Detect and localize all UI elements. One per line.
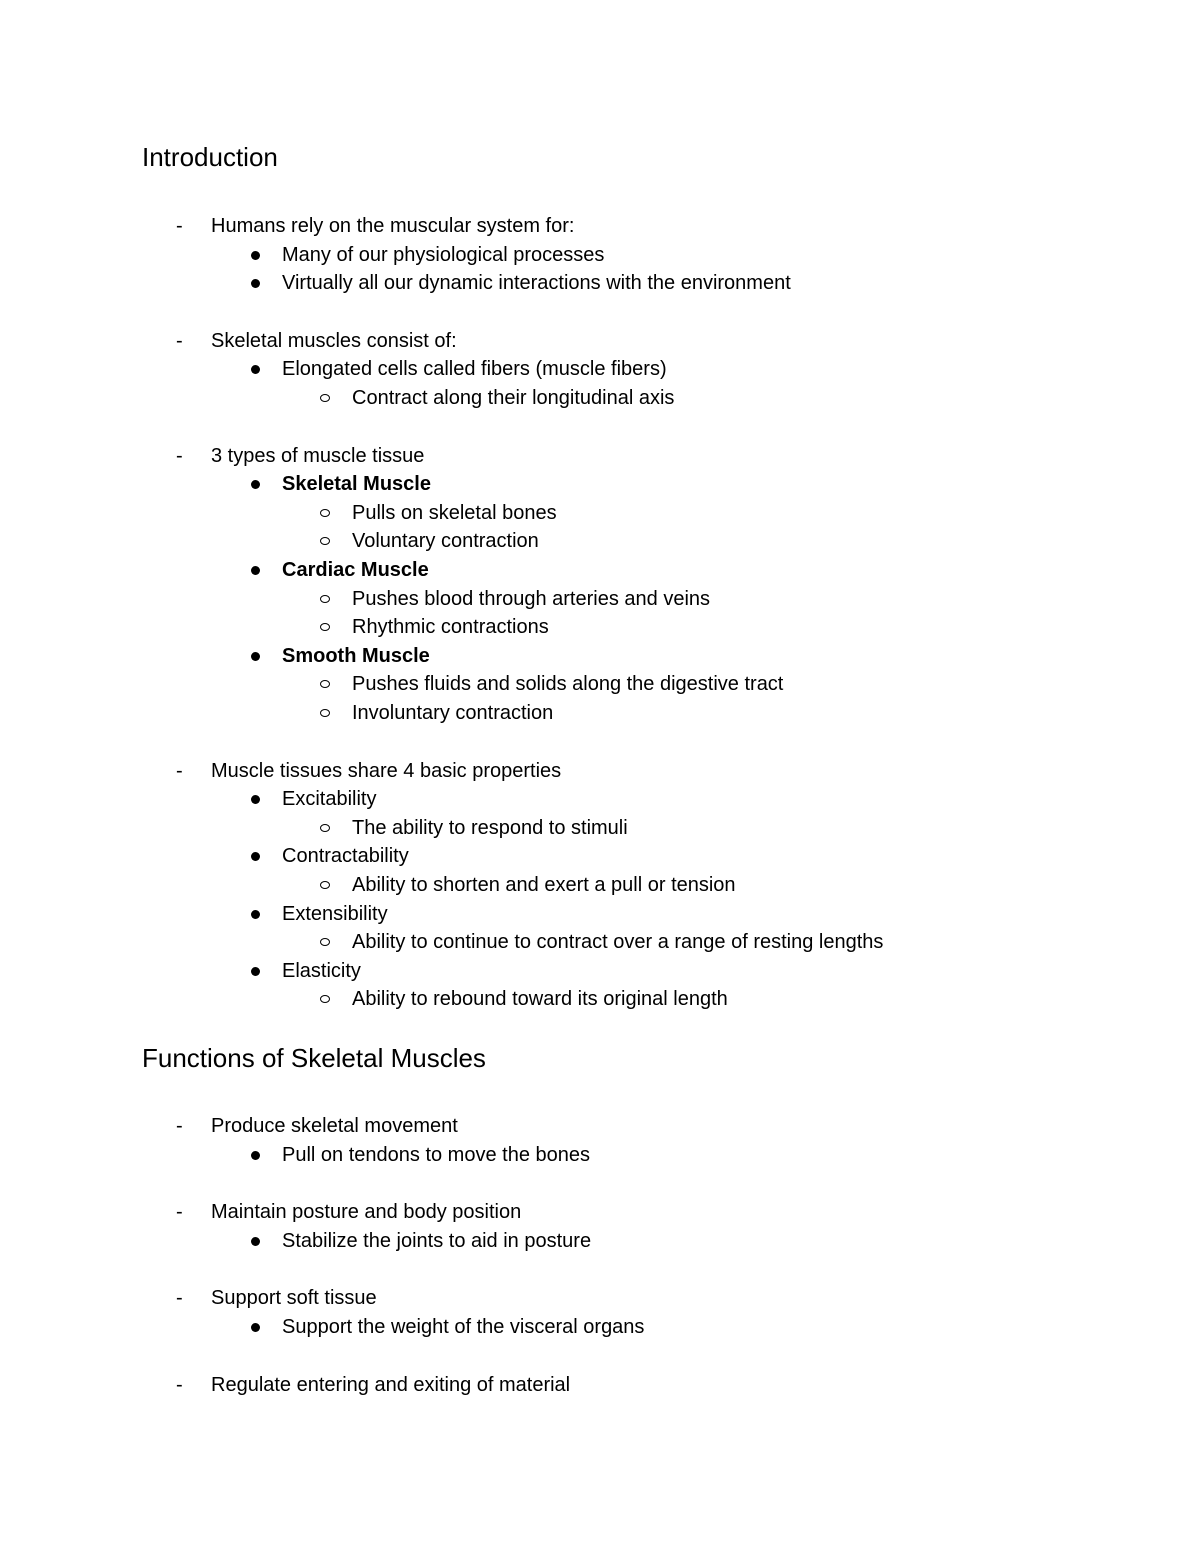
outline-item-text: Regulate entering and exiting of material: [211, 1373, 571, 1396]
outline-item-text: Humans rely on the muscular system for:: [211, 215, 575, 237]
filled-bullet-icon: [251, 852, 260, 861]
dash-bullet-icon: -: [176, 1115, 183, 1137]
outline-item-text: Support soft tissue: [211, 1287, 377, 1310]
outline-item-text: Produce skeletal movement: [211, 1115, 458, 1137]
bullet-item-text: Support the weight of the visceral organs: [282, 1316, 645, 1338]
outline-item-text: Muscle tissues share 4 basic properties: [211, 759, 562, 782]
bullet-item-text: Skeletal Muscle: [282, 473, 431, 496]
bullet-item-text: Cardiac Muscle: [282, 559, 429, 581]
sub-bullet-item-text: Ability to shorten and exert a pull or tension: [352, 874, 736, 896]
hollow-bullet-icon: [320, 881, 330, 889]
filled-bullet-icon: [251, 566, 260, 575]
sub-bullet-item-text: Contract along their longitudinal axis: [352, 387, 675, 409]
filled-bullet-icon: [251, 279, 260, 288]
section-heading-introduction: Introduction: [142, 142, 278, 172]
sub-bullet-item-text: Pushes fluids and solids along the digestive tract: [352, 673, 784, 696]
hollow-bullet-icon: [320, 824, 330, 832]
filled-bullet-icon: [251, 1323, 260, 1332]
dash-bullet-icon: -: [176, 1287, 183, 1310]
filled-bullet-icon: [251, 480, 260, 489]
dash-bullet-icon: -: [176, 1373, 183, 1396]
outline-item-text: 3 types of muscle tissue: [211, 444, 425, 467]
sub-bullet-item-text: Ability to rebound toward its original length: [352, 988, 728, 1011]
filled-bullet-icon: [251, 652, 260, 661]
dash-bullet-icon: -: [176, 759, 183, 782]
filled-bullet-icon: [251, 251, 260, 260]
hollow-bullet-icon: [320, 709, 330, 717]
filled-bullet-icon: [251, 967, 260, 976]
sub-bullet-item-text: Pulls on skeletal bones: [352, 501, 557, 524]
bullet-item-text: Extensibility: [282, 902, 388, 925]
bullet-item-text: Excitability: [282, 788, 377, 811]
dash-bullet-icon: -: [176, 215, 183, 237]
dash-bullet-icon: -: [176, 444, 183, 467]
section-heading-functions: Functions of Skeletal Muscles: [142, 1043, 486, 1073]
hollow-bullet-icon: [320, 938, 330, 946]
hollow-bullet-icon: [320, 595, 330, 603]
bullet-item-text: Stabilize the joints to aid in posture: [282, 1229, 592, 1252]
bullet-item-text: Contractability: [282, 845, 409, 868]
sub-bullet-item-text: Pushes blood through arteries and veins: [352, 587, 711, 610]
bullet-item-text: Smooth Muscle: [282, 644, 430, 667]
hollow-bullet-icon: [320, 623, 330, 631]
sub-bullet-item-text: Ability to continue to contract over a range of resting lengths: [352, 931, 884, 954]
sub-bullet-item-text: Involuntary contraction: [352, 702, 554, 724]
outline-item-text: Maintain posture and body position: [211, 1201, 522, 1224]
filled-bullet-icon: [251, 795, 260, 804]
hollow-bullet-icon: [320, 394, 330, 402]
bullet-item-text: Elongated cells called fibers (muscle fibers): [282, 358, 667, 381]
hollow-bullet-icon: [320, 995, 330, 1003]
filled-bullet-icon: [251, 365, 260, 374]
filled-bullet-icon: [251, 1151, 260, 1160]
outline-item-text: Skeletal muscles consist of:: [211, 329, 457, 352]
bullet-item-text: Pull on tendons to move the bones: [282, 1143, 590, 1166]
hollow-bullet-icon: [320, 680, 330, 688]
sub-bullet-item-text: The ability to respond to stimuli: [352, 816, 628, 839]
bullet-item-text: Many of our physiological processes: [282, 243, 605, 266]
filled-bullet-icon: [251, 910, 260, 919]
bullet-item-text: Virtually all our dynamic interactions with the environment: [282, 272, 791, 295]
bullet-item-text: Elasticity: [282, 959, 361, 982]
hollow-bullet-icon: [320, 509, 330, 517]
sub-bullet-item-text: Voluntary contraction: [352, 530, 539, 553]
dash-bullet-icon: -: [176, 329, 183, 352]
filled-bullet-icon: [251, 1237, 260, 1246]
dash-bullet-icon: -: [176, 1201, 183, 1224]
sub-bullet-item-text: Rhythmic contractions: [352, 616, 549, 639]
hollow-bullet-icon: [320, 537, 330, 545]
